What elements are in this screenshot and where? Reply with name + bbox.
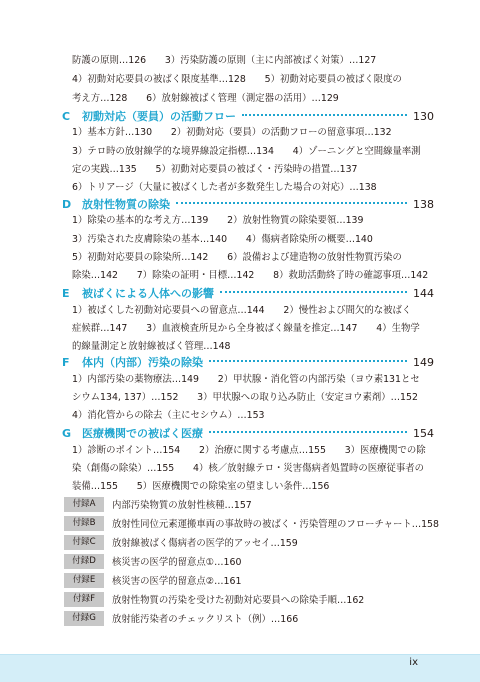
toc-line: 染（創傷の除染）…155 4）核／放射線テロ・災害傷病者処置時の医療従事者の bbox=[72, 463, 424, 474]
appendix-title: 核災害の医学的留意点①…160 bbox=[112, 557, 242, 568]
appendix-tag: 付録F bbox=[64, 592, 104, 607]
section-title: 体内（内部）汚染の除染 bbox=[82, 356, 203, 369]
toc-line: 1）内部汚染の薬物療法…149 2）甲状腺・消化管の内部汚染（ヨウ素131とセ bbox=[72, 374, 420, 385]
toc-line: 1）基本方針…130 2）初動対応（要員）の活動フローの留意事項…132 bbox=[72, 127, 392, 138]
section-letter: F bbox=[62, 355, 70, 369]
section-page: 149 bbox=[413, 355, 434, 369]
leader-dots bbox=[220, 291, 407, 293]
leader-dots bbox=[209, 360, 407, 362]
appendix-title: 放射線被ばく傷病者の医学的アッセイ…159 bbox=[112, 538, 298, 549]
section-heading-c[interactable] bbox=[62, 108, 434, 124]
appendix-title: 放射性物質の汚染を受けた初動対応要員への除染手順…162 bbox=[112, 595, 365, 606]
toc-line: 4）初動対応要員の被ばく限度基準…128 5）初動対応要員の被ばく限度の bbox=[72, 74, 402, 85]
leader-dots bbox=[209, 431, 407, 433]
appendix-tag: 付録B bbox=[64, 516, 104, 531]
toc-line: 4）消化管からの除去（主にセシウム）…153 bbox=[72, 410, 265, 421]
section-heading-d[interactable] bbox=[62, 196, 434, 212]
section-page: 138 bbox=[413, 197, 434, 211]
toc-line: 1）診断のポイント…154 2）治療に関する考慮点…155 3）医療機関での除 bbox=[72, 445, 426, 456]
section-title: 初動対応（要員）の活動フロー bbox=[82, 110, 236, 123]
toc-line: 3）テロ時の放射線学的な境界線設定指標…134 4）ゾーニングと空間線量率測 bbox=[72, 146, 421, 157]
section-title: 放射性物質の除染 bbox=[82, 198, 170, 211]
appendix-tag: 付録C bbox=[64, 535, 104, 550]
appendix-tag: 付録D bbox=[64, 554, 104, 569]
section-title: 被ばくによる人体への影響 bbox=[82, 287, 214, 300]
page-number: ix bbox=[409, 657, 418, 668]
appendix-title: 核災害の医学的留意点②…161 bbox=[112, 576, 242, 587]
toc-line: 3）汚染された皮膚除染の基本…140 4）傷病者除染所の概要…140 bbox=[72, 234, 373, 245]
section-letter: G bbox=[62, 426, 72, 440]
toc-line: 装備…155 5）医療機関での除染室の望ましい条件…156 bbox=[72, 481, 330, 492]
appendix-d[interactable] bbox=[64, 553, 241, 569]
appendix-b[interactable] bbox=[64, 515, 439, 531]
appendix-a[interactable] bbox=[64, 496, 252, 512]
toc-line: 1）被ばくした初動対応要員への留意点…144 2）慢性および間欠的な被ばく bbox=[72, 305, 412, 316]
section-page: 130 bbox=[413, 109, 434, 123]
section-heading-e[interactable] bbox=[62, 285, 434, 301]
appendix-f[interactable] bbox=[64, 591, 364, 607]
appendix-tag: 付録E bbox=[64, 573, 104, 588]
toc-line: 防護の原則…126 3）汚染防護の原則（主に内部被ばく対策）…127 bbox=[72, 55, 377, 66]
leader-dots bbox=[176, 202, 407, 204]
toc-line: 6）トリアージ（大量に被ばくした者が多数発生した場合の対応）…138 bbox=[72, 182, 377, 193]
appendix-g[interactable] bbox=[64, 610, 298, 626]
section-page: 144 bbox=[413, 286, 434, 300]
toc-line: 症候群…147 3）血液検査所見から全身被ばく線量を推定…147 4）生物学 bbox=[72, 323, 420, 334]
toc-line: シウム134, 137）…152 3）甲状腺への取り込み防止（安定ヨウ素剤）…152 bbox=[72, 392, 418, 403]
appendix-title: 内部汚染物質の放射性核種…157 bbox=[112, 500, 252, 511]
toc-line: 5）初動対応要員の除染所…142 6）設備および建造物の放射性物質汚染の bbox=[72, 252, 402, 263]
section-heading-g[interactable] bbox=[62, 425, 434, 441]
toc-line: 除染…142 7）除染の証明・目標…142 8）救助活動終了時の確認事項…142 bbox=[72, 270, 429, 281]
toc-line: 考え方…128 6）放射線被ばく管理（測定器の活用）…129 bbox=[72, 93, 339, 104]
toc-line: 的線量測定と放射線被ばく管理…148 bbox=[72, 341, 231, 352]
appendix-title: 放射性同位元素運搬車両の事故時の被ばく・汚染管理のフローチャート…158 bbox=[112, 519, 439, 530]
appendix-title: 放射能汚染者のチェックリスト（例）…166 bbox=[112, 614, 299, 625]
section-letter: E bbox=[62, 286, 70, 300]
appendix-c[interactable] bbox=[64, 534, 298, 550]
section-heading-f[interactable] bbox=[62, 354, 434, 370]
appendix-tag: 付録G bbox=[64, 611, 104, 626]
page-footer-band bbox=[0, 654, 480, 682]
appendix-tag: 付録A bbox=[64, 497, 104, 512]
leader-dots bbox=[242, 114, 407, 116]
appendix-e[interactable] bbox=[64, 572, 241, 588]
section-page: 154 bbox=[413, 426, 434, 440]
section-title: 医療機関での被ばく医療 bbox=[82, 427, 203, 440]
toc-line: 定の実践…135 5）初動対応要員の被ばく・汚染時の措置…137 bbox=[72, 164, 358, 175]
section-letter: D bbox=[62, 197, 72, 211]
section-letter: C bbox=[62, 109, 71, 123]
toc-line: 1）除染の基本的な考え方…139 2）放射性物質の除染要領…139 bbox=[72, 215, 364, 226]
